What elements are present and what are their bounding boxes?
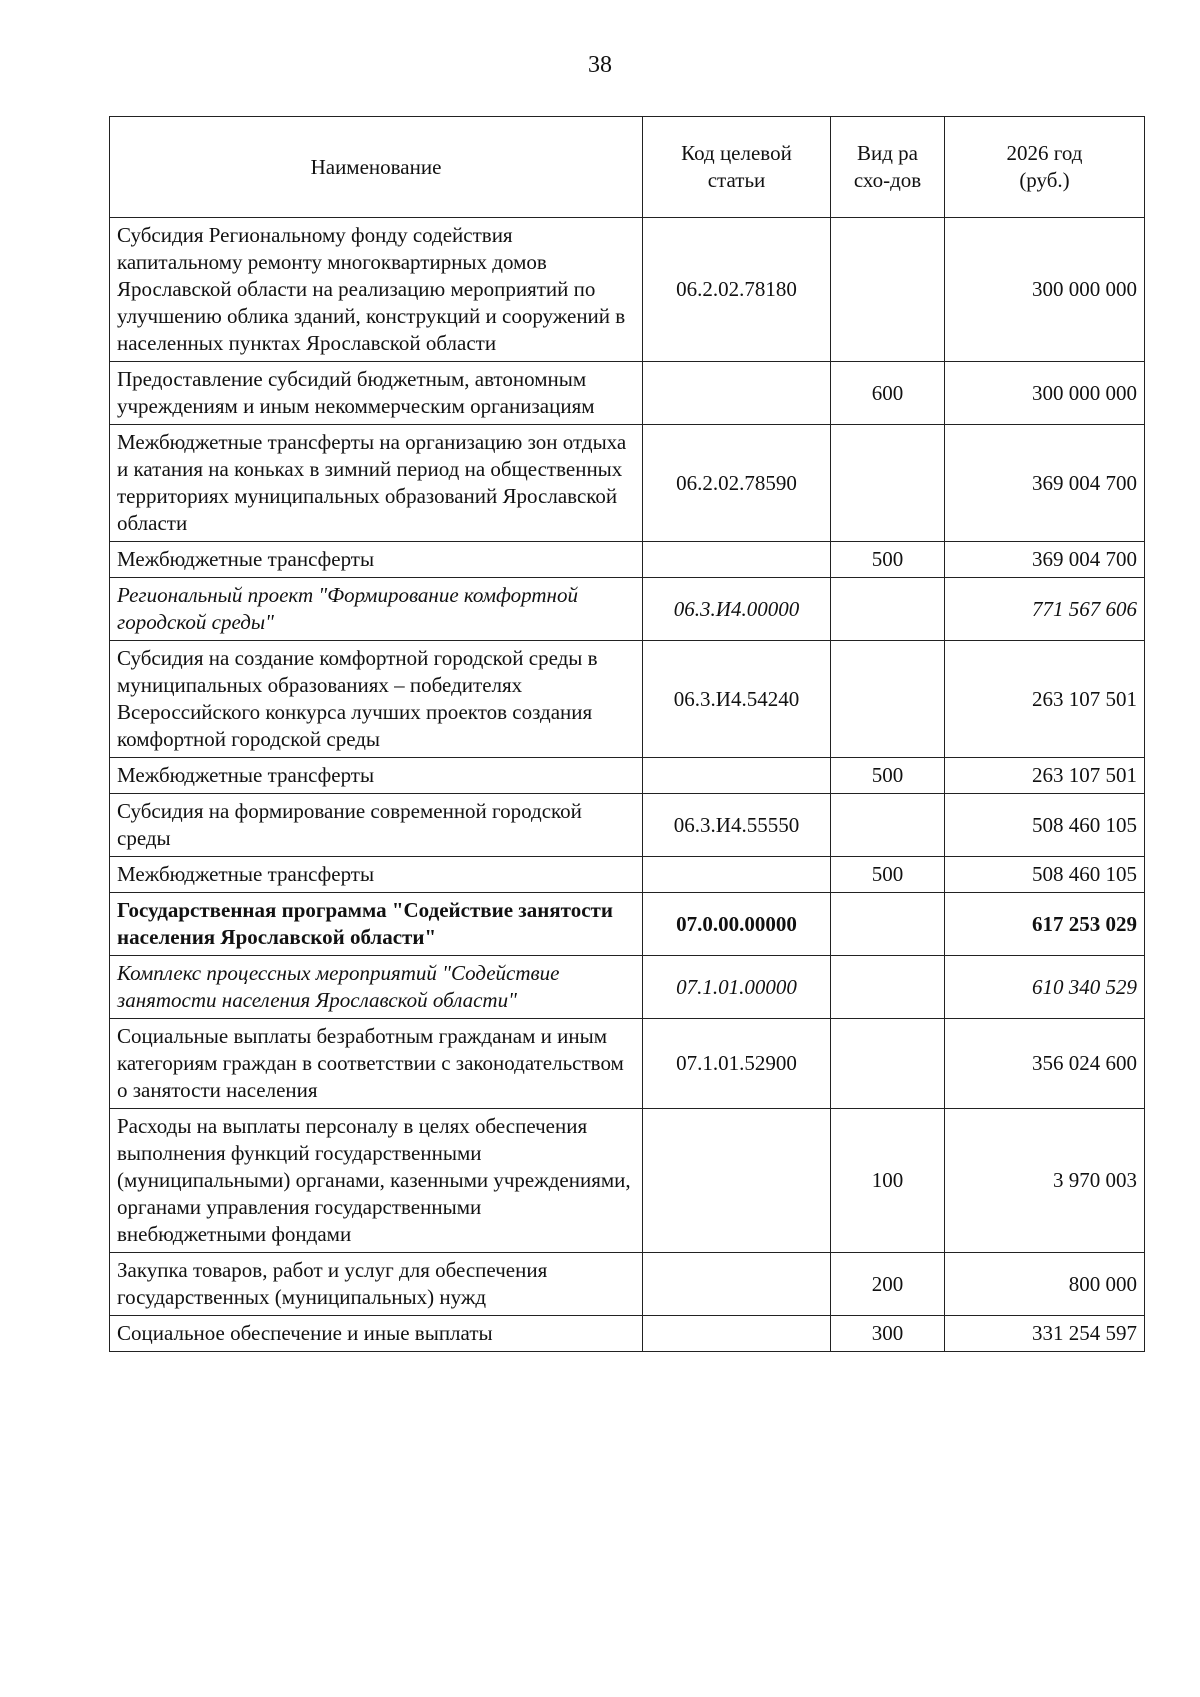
table-row (110, 893, 1145, 956)
cell-type (831, 641, 945, 758)
cell-code: 06.2.02.78180 (643, 218, 831, 362)
table-row (110, 362, 1145, 425)
cell-amount: 617 253 029 (945, 893, 1145, 956)
cell-type (831, 425, 945, 542)
cell-name: Закупка товаров, работ и услуг для обеспечения государственных (муниципальных) нужд (110, 1253, 643, 1316)
cell-name: Субсидия Региональному фонду содействия капитальному ремонту многоквартирных домов Ярославской области на реализацию мероприятий по улучшению облика зданий, конструкций и сооружений в населенных пунктах Ярославской области (110, 218, 643, 362)
cell-code: 07.1.01.00000 (643, 956, 831, 1019)
cell-amount: 3 970 003 (945, 1109, 1145, 1253)
cell-code: 07.1.01.52900 (643, 1019, 831, 1109)
cell-name: Субсидия на формирование современной городской среды (110, 794, 643, 857)
cell-name: Расходы на выплаты персоналу в целях обеспечения выполнения функций государственными (муниципальными) органами, казенными учреждениями, органами управления государственными внебюджетными фондами (110, 1109, 643, 1253)
table-row (110, 758, 1145, 794)
table-row (110, 1253, 1145, 1316)
cell-type (831, 1019, 945, 1109)
cell-type (831, 218, 945, 362)
cell-amount: 508 460 105 (945, 857, 1145, 893)
cell-code: 07.0.00.00000 (643, 893, 831, 956)
cell-name: Субсидия на создание комфортной городской среды в муниципальных образованиях – победителях Всероссийского конкурса лучших проектов создания комфортной городской среды (110, 641, 643, 758)
cell-code (643, 542, 831, 578)
table-row (110, 1109, 1145, 1253)
cell-name: Межбюджетные трансферты на организацию зон отдыха и катания на коньках в зимний период на общественных территориях муниципальных образований Ярославской области (110, 425, 643, 542)
cell-type: 500 (831, 758, 945, 794)
table-row (110, 956, 1145, 1019)
cell-name: Межбюджетные трансферты (110, 758, 643, 794)
cell-amount: 263 107 501 (945, 641, 1145, 758)
cell-type: 300 (831, 1316, 945, 1352)
table-row (110, 1316, 1145, 1352)
cell-code: 06.2.02.78590 (643, 425, 831, 542)
cell-type: 500 (831, 542, 945, 578)
cell-code (643, 362, 831, 425)
cell-name: Социальное обеспечение и иные выплаты (110, 1316, 643, 1352)
cell-type (831, 893, 945, 956)
column-header-code (643, 117, 831, 218)
cell-code (643, 1316, 831, 1352)
cell-amount: 331 254 597 (945, 1316, 1145, 1352)
cell-code: 06.3.И4.54240 (643, 641, 831, 758)
cell-amount: 369 004 700 (945, 425, 1145, 542)
table-row (110, 857, 1145, 893)
column-header-type-text: Вид расхо-дов (853, 141, 922, 192)
cell-type: 500 (831, 857, 945, 893)
cell-name: Предоставление субсидий бюджетным, автономным учреждениям и иным некоммерческим организациям (110, 362, 643, 425)
cell-amount: 356 024 600 (945, 1019, 1145, 1109)
cell-type: 600 (831, 362, 945, 425)
cell-code: 06.3.И4.00000 (643, 578, 831, 641)
cell-amount: 800 000 (945, 1253, 1145, 1316)
cell-type: 100 (831, 1109, 945, 1253)
cell-code (643, 857, 831, 893)
cell-amount: 369 004 700 (945, 542, 1145, 578)
cell-name: Социальные выплаты безработным гражданам и иным категориям граждан в соответствии с законодательством о занятости населения (110, 1019, 643, 1109)
cell-amount: 263 107 501 (945, 758, 1145, 794)
cell-type (831, 578, 945, 641)
cell-name: Региональный проект "Формирование комфортной городской среды" (110, 578, 643, 641)
cell-code (643, 758, 831, 794)
cell-amount: 300 000 000 (945, 362, 1145, 425)
cell-amount: 300 000 000 (945, 218, 1145, 362)
page-number: 38 (588, 52, 612, 78)
column-header-amount (945, 117, 1145, 218)
column-header-type (831, 117, 945, 218)
table-row (110, 425, 1145, 542)
column-header-amount-text: 2026 год (руб.) (1006, 141, 1083, 192)
table-row (110, 578, 1145, 641)
cell-name: Комплекс процессных мероприятий "Содействие занятости населения Ярославской области" (110, 956, 643, 1019)
table-row (110, 794, 1145, 857)
cell-code (643, 1253, 831, 1316)
cell-name: Межбюджетные трансферты (110, 857, 643, 893)
cell-name: Межбюджетные трансферты (110, 542, 643, 578)
table-row (110, 218, 1145, 362)
cell-name: Государственная программа "Содействие занятости населения Ярославской области" (110, 893, 643, 956)
table-row (110, 641, 1145, 758)
cell-type (831, 956, 945, 1019)
table-row (110, 542, 1145, 578)
cell-type: 200 (831, 1253, 945, 1316)
cell-amount: 508 460 105 (945, 794, 1145, 857)
cell-code: 06.3.И4.55550 (643, 794, 831, 857)
cell-amount: 610 340 529 (945, 956, 1145, 1019)
cell-amount: 771 567 606 (945, 578, 1145, 641)
cell-type (831, 794, 945, 857)
column-header-name: Наименование (110, 117, 643, 218)
column-header-code-text: Код целевой статьи (681, 141, 792, 192)
cell-code (643, 1109, 831, 1253)
table-body (110, 218, 1145, 1352)
table-header-row (110, 117, 1145, 218)
budget-table (109, 116, 1145, 1352)
table-row (110, 1019, 1145, 1109)
